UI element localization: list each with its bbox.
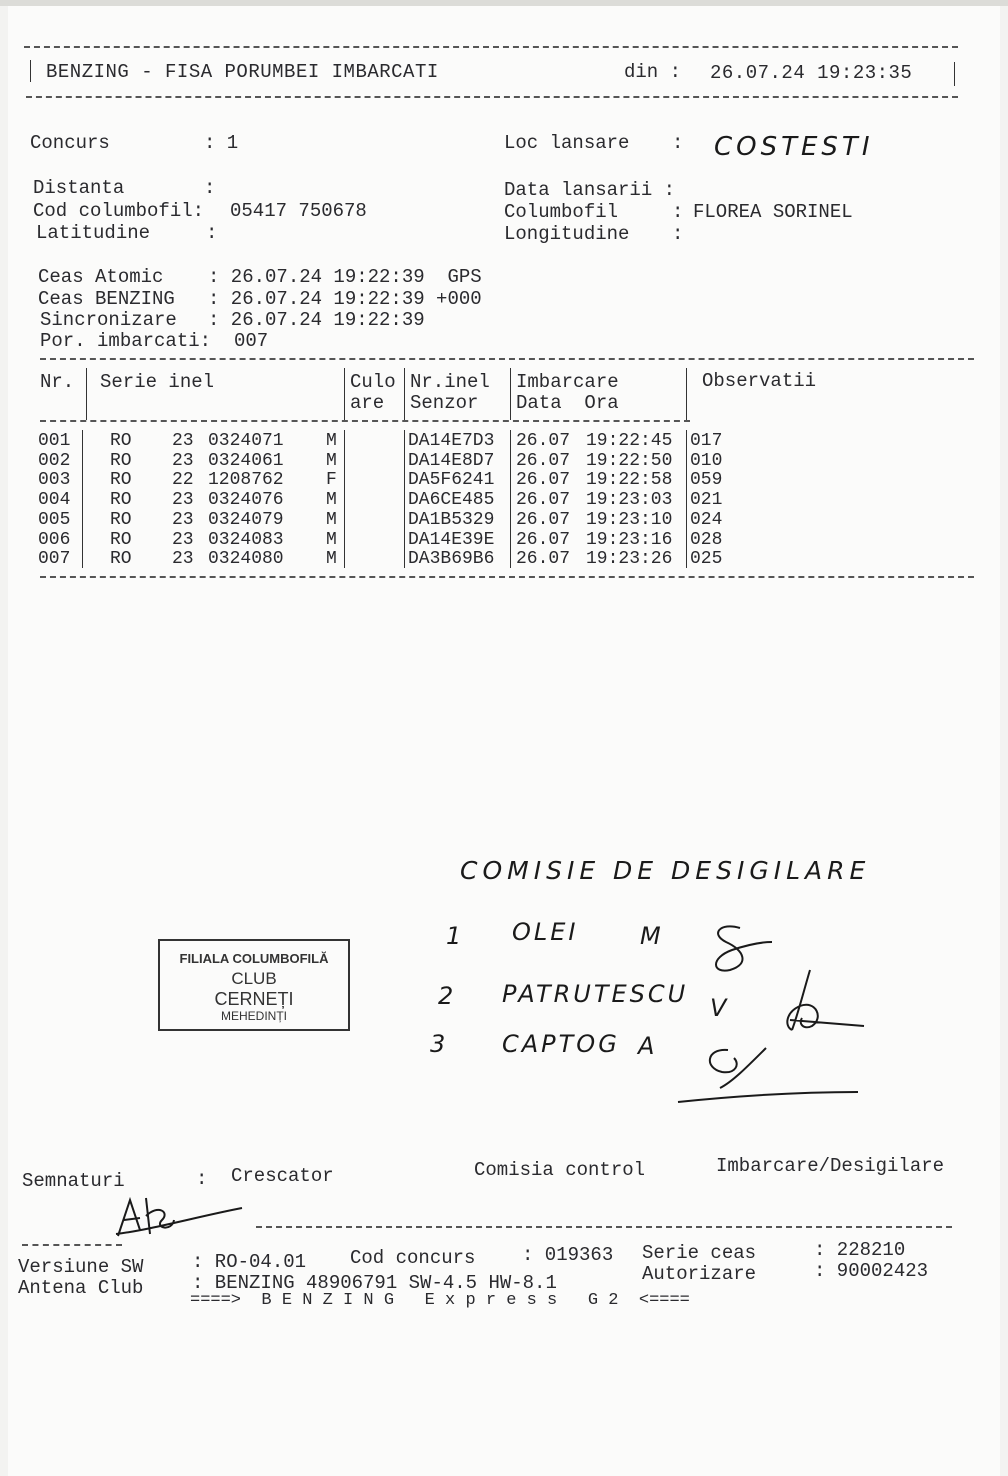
cell-an: 23 (172, 490, 194, 510)
distanta-label: Distanta (33, 177, 125, 199)
cell-inel: 0324071 (208, 431, 284, 451)
col-divider (510, 548, 511, 568)
semnaturi-label: Semnaturi (22, 1170, 125, 1192)
cell-nr: 003 (38, 470, 71, 490)
cell-observatii: 021 (690, 490, 723, 510)
porumbei-imbarcati-value: 007 (234, 330, 269, 352)
col-divider (344, 368, 345, 420)
cell-senzor: DA14E39E (408, 530, 495, 550)
cell-nr: 001 (38, 431, 71, 451)
stamp-line-2: CLUB (231, 969, 277, 988)
header-nr-inel-1: Nr.inel (410, 371, 490, 393)
col-divider (82, 430, 83, 450)
cell-tara: RO (110, 549, 132, 569)
cell-data: 26.07 (516, 490, 571, 510)
antena-club-label: Antena Club (18, 1277, 144, 1299)
cell-sex: F (326, 470, 337, 490)
member-1-number: 1 (446, 922, 465, 950)
col-divider (510, 450, 511, 470)
header-left-bar (30, 60, 31, 82)
cell-inel: 1208762 (208, 470, 284, 490)
cell-observatii: 025 (690, 549, 723, 569)
cell-senzor: DA1B5329 (408, 510, 495, 530)
cell-an: 22 (172, 470, 194, 490)
col-divider (404, 529, 405, 549)
member-2-signature (770, 966, 870, 1046)
cell-an: 23 (172, 549, 194, 569)
member-1-initial: M (640, 922, 664, 950)
cell-data: 26.07 (516, 470, 571, 490)
col-divider (510, 529, 511, 549)
crescator-label: Crescator (231, 1165, 334, 1187)
latitudine-sep: : (206, 222, 218, 244)
header-culoare-2: are (350, 392, 385, 414)
cell-sex: M (326, 451, 337, 471)
cell-nr: 004 (38, 490, 71, 510)
header-observatii: Observatii (702, 370, 817, 392)
member-1-name: OLEI (512, 918, 579, 946)
cell-senzor: DA14E8D7 (408, 451, 495, 471)
member-3-signature (676, 1038, 866, 1108)
col-divider (686, 450, 687, 470)
distanta-sep: : (204, 177, 216, 199)
cell-data: 26.07 (516, 549, 571, 569)
sincronizare-value: : 26.07.24 19:22:39 (208, 309, 425, 331)
col-divider (82, 548, 83, 568)
col-divider (404, 368, 405, 420)
handwritten-commission-title: COMISIE DE DESIGILARE (460, 856, 871, 885)
header-right-bar (954, 62, 955, 86)
cell-nr: 007 (38, 549, 71, 569)
header-imbarcare-1: Imbarcare (516, 371, 619, 393)
comisia-control-label: Comisia control (474, 1159, 646, 1181)
semnaturi-sep: : (196, 1168, 208, 1190)
cell-senzor: DA6CE485 (408, 490, 495, 510)
print-datetime: 26.07.24 19:23:35 (710, 62, 913, 84)
ceas-benzing-value: : 26.07.24 19:22:39 +000 (208, 288, 482, 310)
member-3-name: CAPTOG (502, 1030, 620, 1058)
cell-ora: 19:23:10 (586, 510, 673, 530)
col-divider (86, 368, 87, 420)
cell-observatii: 010 (690, 451, 723, 471)
cell-observatii: 024 (690, 510, 723, 530)
autorizare-label: Autorizare (642, 1263, 757, 1285)
concurs-label: Concurs (30, 132, 110, 154)
loc-lansare-label: Loc lansare (504, 132, 630, 154)
porumbei-imbarcati-label: Por. imbarcati: (40, 330, 212, 352)
cell-sex: M (326, 431, 337, 451)
cell-an: 23 (172, 451, 194, 471)
col-divider (404, 489, 405, 509)
col-divider (686, 430, 687, 450)
ceas-benzing-label: Ceas BENZING (38, 288, 175, 310)
col-divider (82, 489, 83, 509)
table-header-rule (40, 420, 690, 422)
cell-senzor: DA14E7D3 (408, 431, 495, 451)
cell-nr: 005 (38, 510, 71, 530)
cell-inel: 0324080 (208, 549, 284, 569)
longitudine-label: Longitudine (504, 223, 630, 245)
data-lansarii-label: Data lansarii : (504, 179, 676, 201)
concurs-value: : 1 (204, 132, 239, 154)
cell-ora: 19:22:58 (586, 470, 673, 490)
col-divider (686, 529, 687, 549)
cell-an: 23 (172, 510, 194, 530)
loc-lansare-sep: : (672, 132, 684, 154)
cell-inel: 0324076 (208, 490, 284, 510)
document-title: BENZING - FISA PORUMBEI IMBARCATI (46, 61, 439, 83)
cell-ora: 19:22:50 (586, 451, 673, 471)
longitudine-sep: : (672, 223, 684, 245)
stamp-line-1: FILIALA COLUMBOFILĂ (179, 951, 329, 966)
columbofil-label: Columbofil (504, 201, 619, 223)
cell-ora: 19:22:45 (586, 431, 673, 451)
col-divider (82, 529, 83, 549)
crescator-signature (110, 1190, 250, 1246)
stamp-line-3: CERNEȚI (214, 989, 294, 1009)
autorizare-value: : 90002423 (814, 1260, 929, 1282)
cell-tara: RO (110, 530, 132, 550)
cell-ora: 19:23:16 (586, 530, 673, 550)
col-divider (510, 509, 511, 529)
versiune-sw-value: : RO-04.01 (192, 1251, 307, 1273)
cell-inel: 0324083 (208, 530, 284, 550)
header-serie-inel: Serie inel (100, 371, 215, 393)
member-2-initial: V (710, 994, 730, 1022)
header-bottom-rule (26, 96, 958, 98)
cell-nr: 006 (38, 530, 71, 550)
col-divider (510, 489, 511, 509)
col-divider (510, 430, 511, 450)
cell-sex: M (326, 510, 337, 530)
cell-observatii: 059 (690, 470, 723, 490)
col-divider (510, 469, 511, 489)
columbofil-sep: : (672, 201, 684, 223)
header-top-rule (24, 46, 958, 48)
member-3-number: 3 (430, 1030, 449, 1058)
ceas-atomic-label: Ceas Atomic (38, 266, 164, 288)
cod-concurs-label: Cod concurs (350, 1247, 476, 1269)
col-divider (686, 489, 687, 509)
table-top-rule (40, 358, 974, 360)
versiune-sw-label: Versiune SW (18, 1256, 144, 1278)
table-bottom-rule (40, 576, 974, 578)
header-imbarcare-2: Data Ora (516, 392, 619, 414)
col-divider (686, 469, 687, 489)
antena-club-value: : BENZING 48906791 SW-4.5 HW-8.1 (192, 1272, 557, 1294)
cell-an: 23 (172, 431, 194, 451)
col-divider (404, 450, 405, 470)
col-divider (404, 469, 405, 489)
col-divider (404, 509, 405, 529)
columbofil-value: FLOREA SORINEL (693, 201, 853, 223)
col-divider (344, 529, 345, 549)
club-stamp (158, 939, 350, 1031)
col-divider (82, 509, 83, 529)
sincronizare-label: Sincronizare (40, 309, 177, 331)
cell-data: 26.07 (516, 530, 571, 550)
member-3-initial: A (638, 1032, 658, 1060)
col-divider (686, 368, 687, 420)
serie-ceas-label: Serie ceas (642, 1242, 757, 1264)
cell-observatii: 017 (690, 431, 723, 451)
cell-ora: 19:23:03 (586, 490, 673, 510)
cell-tara: RO (110, 510, 132, 530)
cod-columbofil-label: Cod columbofil: (33, 200, 205, 222)
stamp-line-4: MEHEDINȚI (221, 1009, 287, 1023)
footer-top-rule-right (256, 1226, 952, 1228)
cell-data: 26.07 (516, 451, 571, 471)
cell-an: 23 (172, 530, 194, 550)
col-divider (344, 548, 345, 568)
col-divider (510, 368, 511, 420)
cell-tara: RO (110, 470, 132, 490)
cod-concurs-value: : 019363 (522, 1244, 614, 1266)
col-divider (404, 430, 405, 450)
imbarcare-desigilare-label: Imbarcare/Desigilare (716, 1155, 945, 1177)
cell-sex: M (326, 549, 337, 569)
member-2-name: PATRUTESCU (502, 980, 689, 1008)
cell-inel: 0324079 (208, 510, 284, 530)
header-nr: Nr. (40, 371, 75, 393)
benzing-banner: ====> B E N Z I N G E x p r e s s G 2 <==== (190, 1291, 690, 1310)
cell-tara: RO (110, 431, 132, 451)
col-divider (686, 509, 687, 529)
header-nr-inel-2: Senzor (410, 392, 479, 414)
cell-tara: RO (110, 490, 132, 510)
cell-observatii: 028 (690, 530, 723, 550)
col-divider (404, 548, 405, 568)
cell-tara: RO (110, 451, 132, 471)
col-divider (344, 430, 345, 450)
col-divider (344, 469, 345, 489)
cell-senzor: DA5F6241 (408, 470, 495, 490)
ceas-atomic-value: : 26.07.24 19:22:39 GPS (208, 266, 482, 288)
cell-inel: 0324061 (208, 451, 284, 471)
din-label: din : (624, 61, 682, 83)
latitudine-label: Latitudine (36, 222, 151, 244)
serie-ceas-value: : 228210 (814, 1239, 906, 1261)
loc-lansare-handwritten: COSTESTI (714, 132, 874, 162)
cell-nr: 002 (38, 451, 71, 471)
cell-sex: M (326, 490, 337, 510)
col-divider (82, 450, 83, 470)
cell-sex: M (326, 530, 337, 550)
header-culoare-1: Culo (350, 371, 396, 393)
col-divider (344, 489, 345, 509)
cell-data: 26.07 (516, 510, 571, 530)
col-divider (344, 509, 345, 529)
col-divider (686, 548, 687, 568)
col-divider (82, 469, 83, 489)
cell-data: 26.07 (516, 431, 571, 451)
cell-senzor: DA3B69B6 (408, 549, 495, 569)
member-2-number: 2 (438, 982, 457, 1010)
top-edge (0, 0, 1008, 6)
footer-top-rule-left (22, 1244, 122, 1246)
cell-ora: 19:23:26 (586, 549, 673, 569)
col-divider (344, 450, 345, 470)
cod-columbofil-value: 05417 750678 (230, 200, 367, 222)
